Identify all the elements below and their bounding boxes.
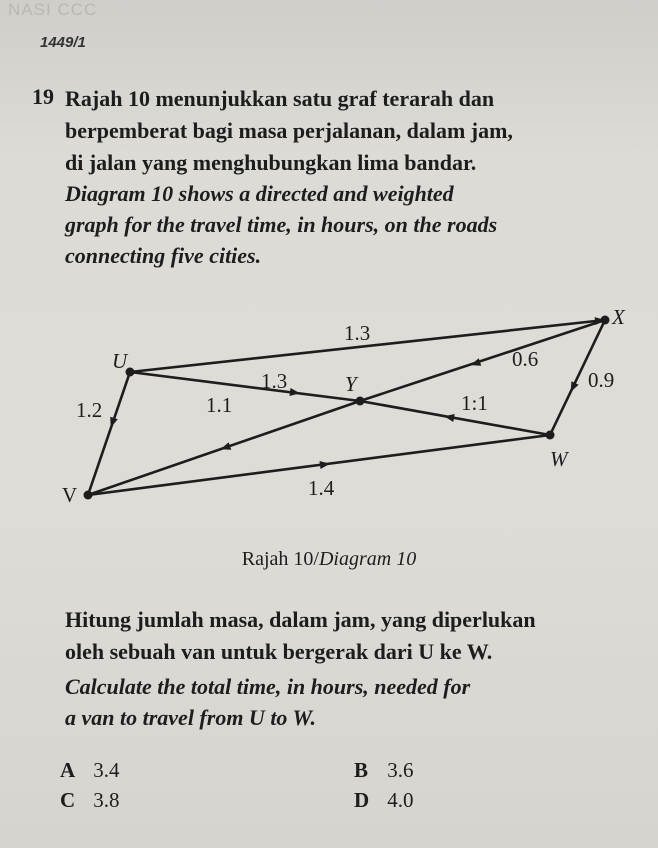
option-letter: B: [354, 758, 369, 782]
caption-english: Diagram 10: [318, 548, 417, 570]
question-english-line: connecting five cities.: [65, 243, 262, 268]
question-english: [65, 178, 640, 271]
faded-stamp: NASI CCC: [8, 0, 98, 19]
node-label-u: U: [112, 349, 128, 373]
node-v: [84, 491, 93, 500]
question-english-line: Diagram 10 shows a directed and weighted: [65, 181, 454, 206]
ask-malay: [65, 604, 640, 668]
paper-code: 1449/1: [40, 34, 86, 51]
node-label-y: Y: [345, 372, 357, 396]
question-malay: [65, 83, 640, 179]
arrow-y-v: [219, 442, 231, 453]
edge-u-y: [130, 372, 360, 401]
question-number: 19: [32, 84, 54, 109]
option-d[interactable]: [354, 788, 414, 813]
option-a[interactable]: [60, 758, 120, 783]
option-letter: D: [354, 788, 370, 812]
option-value: 3.6: [387, 758, 414, 782]
ask-english-line: a van to travel from U to W.: [65, 705, 316, 730]
node-label-v: V: [62, 483, 78, 507]
weight-y-x: 0.6: [512, 347, 539, 371]
weight-u-y: 1.3: [261, 369, 288, 393]
edge-u-v: [88, 372, 130, 495]
directed-graph-diagram: [40, 290, 640, 530]
node-x: [601, 316, 610, 325]
question-malay-line: di jalan yang menghubungkan lima bandar.: [65, 150, 477, 175]
weight-u-x: 1.3: [344, 321, 371, 345]
ask-english: [65, 671, 640, 733]
weight-v-w: 1.4: [308, 476, 335, 500]
option-letter: A: [60, 758, 76, 782]
node-label-x: X: [612, 305, 625, 329]
diagram-caption: [0, 548, 658, 571]
option-b[interactable]: [354, 758, 414, 783]
question-malay-line: berpemberat bagi masa perjalanan, dalam jam,: [65, 118, 513, 143]
weight-x-w: 0.9: [588, 368, 615, 392]
weight-w-y: 1:1: [461, 391, 488, 415]
caption-malay: Rajah 10/: [241, 548, 319, 570]
node-label-w: W: [550, 447, 568, 471]
ask-english-line: Calculate the total time, in hours, needed for: [65, 674, 471, 699]
arrow-u-y: [289, 388, 300, 397]
option-c[interactable]: [60, 788, 120, 813]
node-w: [546, 431, 555, 440]
option-value: 3.4: [93, 758, 120, 782]
weight-u-v: 1.2: [76, 398, 103, 422]
weight-y-v: 1.1: [206, 393, 233, 417]
question-english-line: graph for the travel time, in hours, on the roads: [65, 212, 498, 237]
option-letter: C: [60, 788, 76, 812]
option-value: 4.0: [387, 788, 414, 812]
arrow-x-w: [567, 381, 579, 393]
ask-malay-line: oleh sebuah van untuk bergerak dari U ke W.: [65, 639, 493, 664]
ask-malay-line: Hitung jumlah masa, dalam jam, yang diperlukan: [65, 607, 536, 632]
edge-w-y: [360, 401, 550, 435]
option-value: 3.8: [93, 788, 120, 812]
question-malay-line: Rajah 10 menunjukkan satu graf terarah dan: [65, 86, 495, 111]
node-y: [356, 397, 365, 406]
